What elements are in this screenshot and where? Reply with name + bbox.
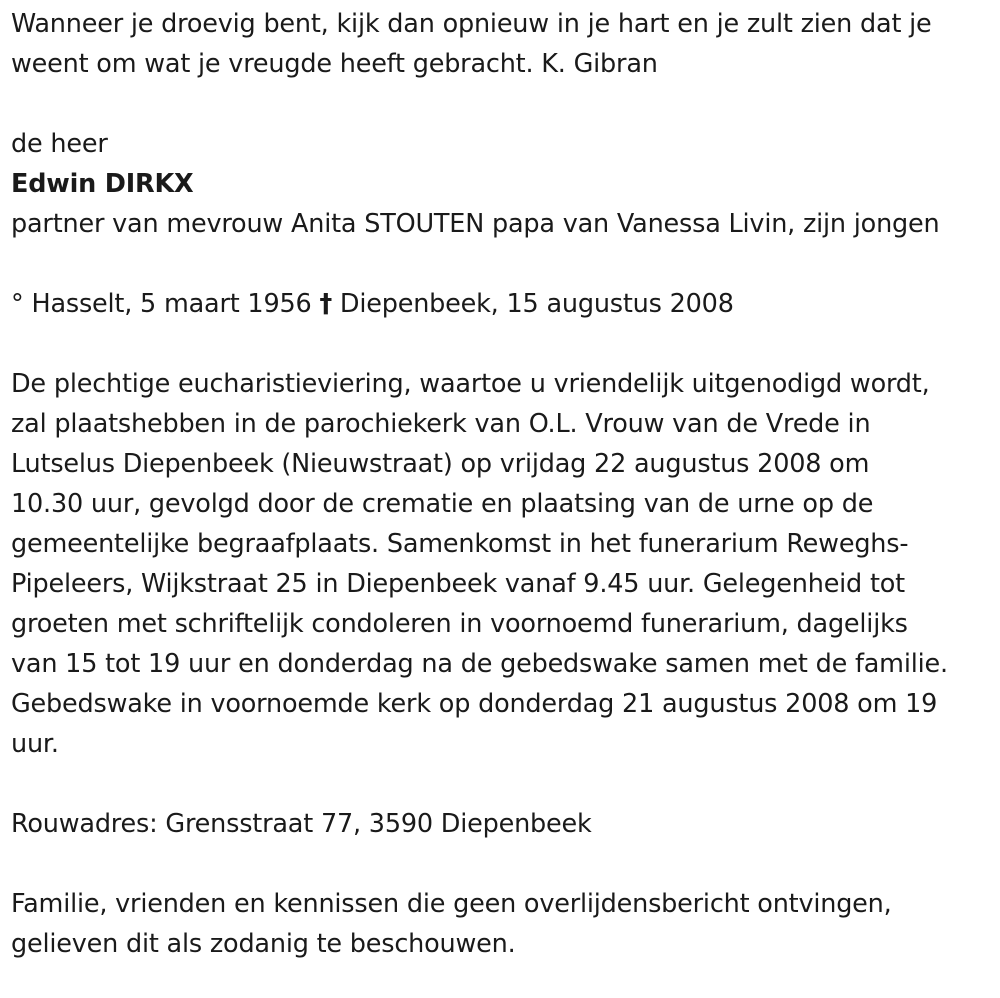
closing-paragraph — [11, 884, 996, 964]
ceremony-line: Gebedswake in voornoemde kerk op donderdag 21 augustus 2008 om 19 — [11, 689, 938, 719]
quote-line: Wanneer je droevig bent, kijk dan opnieuw in je hart en je zult zien dat je — [11, 9, 932, 39]
quote-paragraph — [11, 4, 996, 84]
deceased-name: Edwin DIRKX — [11, 169, 194, 199]
relations-line: partner van mevrouw Anita STOUTEN papa van Vanessa Livin, zijn jongen — [11, 209, 940, 239]
spacer — [11, 244, 996, 284]
ceremony-line: Lutselus Diepenbeek (Nieuwstraat) op vrijdag 22 augustus 2008 om — [11, 449, 870, 479]
obituary-notice — [11, 4, 996, 964]
ceremony-line: groeten met schriftelijk condoleren in voornoemd funerarium, dagelijks — [11, 609, 908, 639]
ceremony-line: van 15 tot 19 uur en donderdag na de gebedswake samen met de familie. — [11, 649, 948, 679]
ceremony-line: 10.30 uur, gevolgd door de crematie en plaatsing van de urne op de — [11, 489, 874, 519]
spacer — [11, 844, 996, 884]
spacer — [11, 764, 996, 804]
spacer — [11, 84, 996, 124]
quote-line: weent om wat je vreugde heeft gebracht. K. Gibran — [11, 49, 658, 79]
ceremony-line: uur. — [11, 729, 59, 759]
ceremony-line: Pipeleers, Wijkstraat 25 in Diepenbeek vanaf 9.45 uur. Gelegenheid tot — [11, 569, 905, 599]
closing-line: gelieven dit als zodanig te beschouwen. — [11, 929, 516, 959]
ceremony-paragraph — [11, 364, 996, 764]
ceremony-line: zal plaatshebben in de parochiekerk van O.L. Vrouw van de Vrede in — [11, 409, 871, 439]
birth-place-date: Hasselt, 5 maart 1956 — [31, 289, 312, 319]
death-place-date: Diepenbeek, 15 augustus 2008 — [339, 289, 734, 319]
birth-symbol: ° — [11, 289, 24, 319]
salutation: de heer — [11, 129, 108, 159]
closing-line: Familie, vrienden en kennissen die geen overlijdensbericht ontvingen, — [11, 889, 892, 919]
ceremony-line: De plechtige eucharistieviering, waartoe u vriendelijk uitgenodigd wordt, — [11, 369, 930, 399]
mourning-address: Rouwadres: Grensstraat 77, 3590 Diepenbeek — [11, 809, 592, 839]
spacer — [11, 324, 996, 364]
ceremony-line: gemeentelijke begraafplaats. Samenkomst in het funerarium Reweghs- — [11, 529, 909, 559]
death-cross-icon: † — [319, 289, 332, 319]
life-dates — [11, 284, 996, 324]
